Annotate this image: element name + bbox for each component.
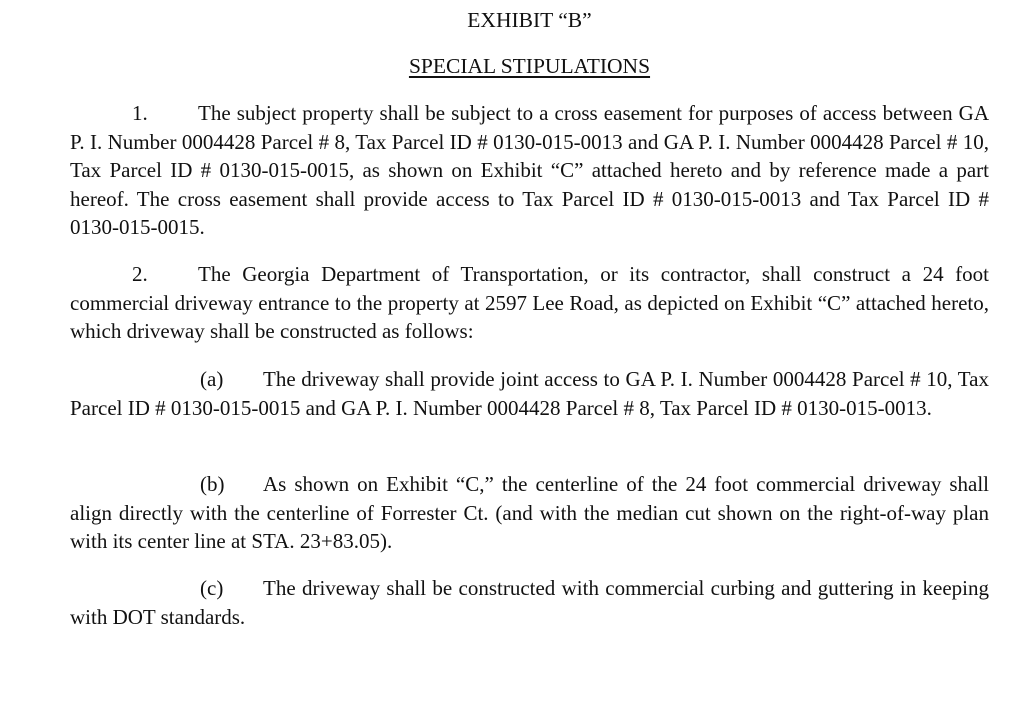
subparagraph-text: The driveway shall provide joint access to GA P. I. Number 0004428 Parcel # 10, Tax Parcel ID # 0130-015-0015 and GA P. I. Number 0004428 Parcel # 8, Tax Parcel ID # 0130-015-0013.: [70, 367, 989, 420]
stipulation-paragraph-2: [70, 260, 989, 346]
subparagraph-a: [70, 365, 989, 422]
subparagraph-c: [70, 574, 989, 631]
subparagraph-label: (a): [200, 367, 224, 391]
subparagraph-text: The driveway shall be constructed with commercial curbing and guttering in keeping with DOT standards.: [70, 576, 989, 629]
subparagraph-label: (c): [200, 576, 224, 600]
exhibit-title: EXHIBIT “B”: [467, 8, 592, 32]
paragraph-number: 2.: [132, 262, 148, 286]
document-page: [70, 0, 989, 726]
subparagraph-text: As shown on Exhibit “C,” the centerline of the 24 foot commercial driveway shall align directly with the centerline of Forrester Ct. (and with the median cut shown on the right-of-way plan with its center line at STA. 23+83.05).: [70, 472, 989, 553]
paragraph-number: 1.: [132, 101, 148, 125]
stipulation-paragraph-1: [70, 99, 989, 242]
section-title: SPECIAL STIPULATIONS: [408, 54, 651, 78]
paragraph-text: The subject property shall be subject to a cross easement for purposes of access between GA P. I. Number 0004428 Parcel # 8, Tax Parcel ID # 0130-015-0013 and GA P. I. Number 0004428 Parcel # 10, Tax Parcel ID # 0130-015-0015, as shown on Exhibit “C” attached hereto and by reference made a part hereof. The cross easement shall provide access to Tax Parcel ID # 0130-015-0013 and Tax Parcel ID # 0130-015-0015.: [70, 101, 989, 239]
subparagraph-b: [70, 470, 989, 556]
paragraph-text: The Georgia Department of Transportation, or its contractor, shall construct a 24 foot commercial driveway entrance to the property at 2597 Lee Road, as depicted on Exhibit “C” attached hereto, which driveway shall be constructed as follows:: [70, 262, 989, 343]
subparagraph-label: (b): [200, 472, 225, 496]
